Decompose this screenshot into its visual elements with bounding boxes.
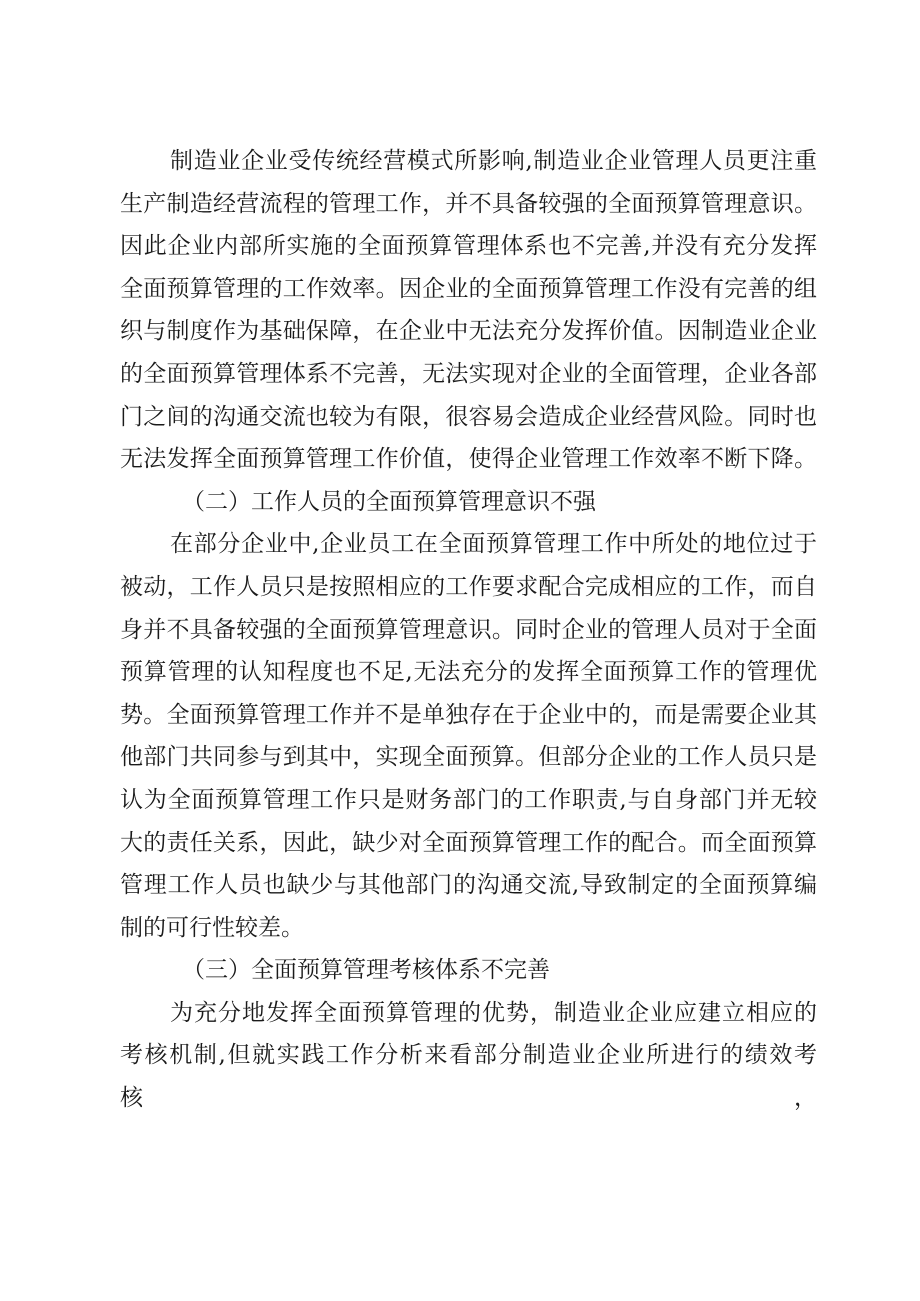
- text-line: 生产制造经营流程的管理工作，并不具备较强的全面预算管理意识。: [120, 190, 817, 217]
- text-line: 全面预算管理的工作效率。因企业的全面预算管理工作没有完善的组: [120, 275, 817, 302]
- text-line: 的全面预算管理体系不完善，无法实现对企业的全面管理，企业各部: [120, 360, 817, 387]
- text-line: 因此企业内部所实施的全面预算管理体系也不完善,并没有充分发挥: [120, 233, 817, 260]
- heading-text: （三）全面预算管理考核体系不完善: [182, 957, 550, 984]
- text-line: 无法发挥全面预算管理工作价值，使得企业管理工作效率不断下降。: [120, 446, 817, 473]
- paragraph: [120, 992, 817, 1112]
- text-line: 在部分企业中,企业员工在全面预算管理工作中所处的地位过于: [170, 531, 817, 558]
- paragraph: [120, 140, 817, 481]
- text-line: 他部门共同参与到其中，实现全面预算。但部分企业的工作人员只是: [120, 744, 817, 771]
- text-line: 身并不具备较强的全面预算管理意识。同时企业的管理人员对于全面: [120, 616, 817, 643]
- document-page: [120, 140, 817, 1112]
- text-line: 门之间的沟通交流也较为有限，很容易会造成企业经营风险。同时也: [120, 403, 817, 430]
- text-line: 管理工作人员也缺少与其他部门的沟通交流,导致制定的全面预算编: [120, 872, 817, 899]
- text-line: 为充分地发挥全面预算管理的优势，制造业企业应建立相应的: [170, 999, 817, 1026]
- text-line: 大的责任关系，因此，缺少对全面预算管理工作的配合。而全面预算: [120, 829, 817, 856]
- text-line: 制的可行性较差。: [120, 914, 304, 941]
- text-line: 织与制度作为基础保障，在企业中无法充分发挥价值。因制造业企业: [120, 318, 817, 345]
- text-line: 被动，工作人员只是按照相应的工作要求配合完成相应的工作，而自: [120, 573, 817, 600]
- section-heading: [120, 949, 817, 992]
- text-line: 预算管理的认知程度也不足,无法充分的发挥全面预算工作的管理优: [120, 659, 817, 686]
- text-line: 制造业企业受传统经营模式所影响,制造业企业管理人员更注重: [170, 148, 817, 174]
- text-line: 考核机制,但就实践工作分析来看部分制造业企业所进行的绩效考核，: [120, 1042, 817, 1112]
- text-line: 认为全面预算管理工作只是财务部门的工作职责,与自身部门并无较: [120, 786, 817, 813]
- section-heading: [120, 481, 817, 524]
- paragraph: [120, 523, 817, 949]
- text-line: 势。全面预算管理工作并不是单独存在于企业中的，而是需要企业其: [120, 701, 817, 728]
- heading-text: （二）工作人员的全面预算管理意识不强: [182, 488, 596, 515]
